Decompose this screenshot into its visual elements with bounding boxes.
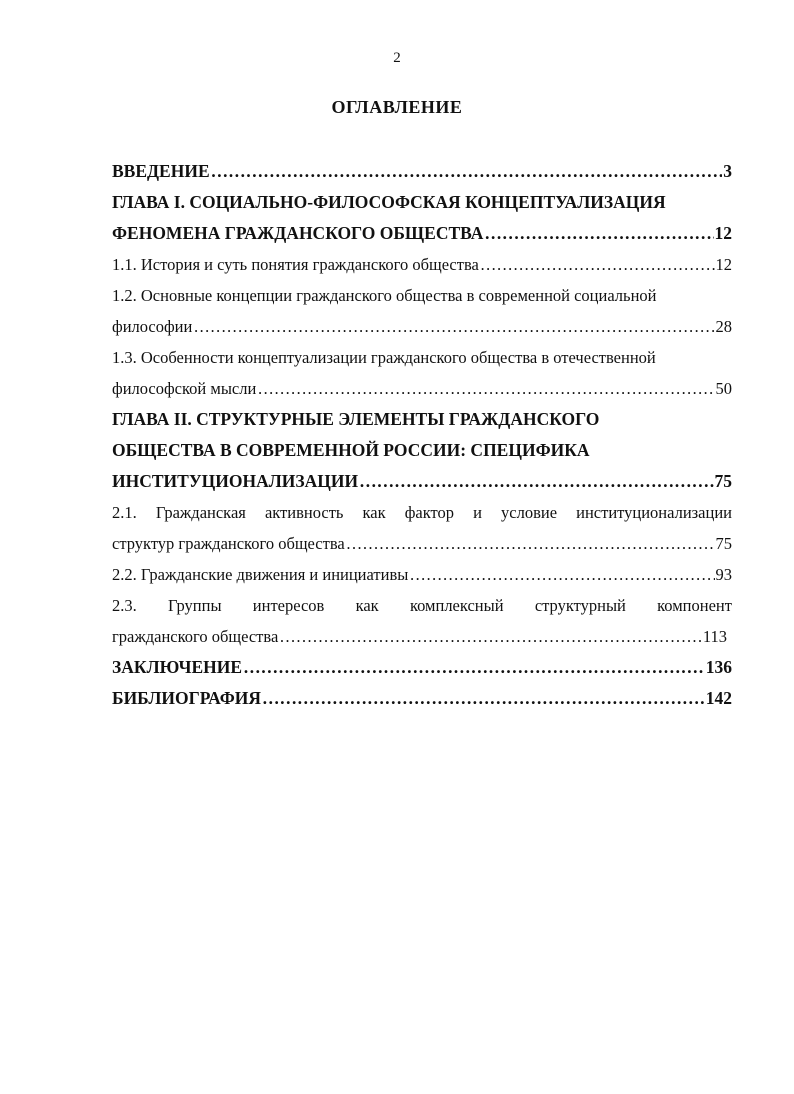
word: и xyxy=(473,503,482,522)
dot-leader xyxy=(193,311,714,342)
toc-entry-text: гражданского общества xyxy=(112,627,279,646)
toc-entry-section-1-3-line1[interactable]: 1.3. Особенности концептуализации гражданского общества в отечественной xyxy=(112,348,656,367)
toc-entry-section-1-3-line2[interactable] xyxy=(112,373,732,404)
page-number: 2 xyxy=(393,50,401,66)
toc-entry-page: 93 xyxy=(715,565,732,584)
toc-entry-section-2-1-line1[interactable] xyxy=(112,497,732,528)
word: фактор xyxy=(404,503,455,522)
word: институционализации xyxy=(576,503,732,522)
dot-leader xyxy=(243,652,705,683)
toc-entry-chapter-1-line2[interactable] xyxy=(112,218,732,249)
toc-entry-page: 75 xyxy=(714,471,732,491)
toc-entry-conclusion[interactable] xyxy=(112,652,732,683)
dot-leader xyxy=(262,683,705,714)
dot-leader xyxy=(359,466,713,497)
toc-entry-intro[interactable] xyxy=(112,156,732,187)
word: 2.1. xyxy=(112,503,137,522)
toc-entry-text: ВВЕДЕНИЕ xyxy=(112,161,210,181)
toc-entry-section-1-2-line1[interactable]: 1.2. Основные концепции гражданского общества в современной социальной xyxy=(112,286,657,305)
toc-entry-page: 136 xyxy=(705,657,732,677)
toc-entry-text: ИНСТИТУЦИОНАЛИЗАЦИИ xyxy=(112,471,359,491)
word: как xyxy=(362,503,386,522)
toc-entry-chapter-2-line3[interactable] xyxy=(112,466,732,497)
dot-leader xyxy=(211,156,723,187)
toc-entry-page: 3 xyxy=(723,161,732,181)
toc-entry-page: 12 xyxy=(714,223,732,243)
toc-entry-bibliography[interactable] xyxy=(112,683,732,714)
toc-entry-chapter-2-line2[interactable]: ОБЩЕСТВА В СОВРЕМЕННОЙ РОССИИ: СПЕЦИФИКА xyxy=(112,440,590,460)
word: Гражданская xyxy=(155,503,246,522)
toc-entry-text: 2.2. Гражданские движения и инициативы xyxy=(112,565,409,584)
word: 2.3. xyxy=(112,596,137,615)
toc-entry-page: 142 xyxy=(705,688,732,708)
word: комплексный xyxy=(409,596,504,615)
toc-entry-chapter-1-line1[interactable]: ГЛАВА I. СОЦИАЛЬНО-ФИЛОСОФСКАЯ КОНЦЕПТУАЛИЗАЦИЯ xyxy=(112,192,666,212)
toc-entry-page: 113 xyxy=(702,627,727,646)
toc-entry-section-1-1[interactable] xyxy=(112,249,732,280)
dot-leader xyxy=(484,218,713,249)
dot-leader xyxy=(480,249,715,280)
word: структурный xyxy=(534,596,626,615)
toc-entry-section-2-1-line2[interactable] xyxy=(112,528,732,559)
toc-entry-text: философской мысли xyxy=(112,379,257,398)
toc-entry-text: философии xyxy=(112,317,193,336)
dot-leader xyxy=(346,528,715,559)
dot-leader xyxy=(257,373,714,404)
toc-entry-text: ЗАКЛЮЧЕНИЕ xyxy=(112,657,243,677)
toc-entry-section-2-2[interactable] xyxy=(112,559,732,590)
word: активность xyxy=(264,503,344,522)
toc-entry-section-2-3-line1[interactable] xyxy=(112,590,732,621)
word: условие xyxy=(501,503,558,522)
toc-title: ОГЛАВЛЕНИЕ xyxy=(331,97,463,117)
toc-entry-page: 28 xyxy=(715,317,732,336)
word: интересов xyxy=(252,596,325,615)
toc-entry-text: структур гражданского общества xyxy=(112,534,345,553)
toc-entry-page: 12 xyxy=(715,255,732,274)
toc-entry-section-1-2-line2[interactable] xyxy=(112,311,732,342)
toc-entry-text: 1.1. История и суть понятия гражданского общества xyxy=(112,255,479,274)
dot-leader xyxy=(279,621,702,652)
toc-entry-page: 75 xyxy=(715,534,732,553)
toc-entry-chapter-2-line1[interactable]: ГЛАВА II. СТРУКТУРНЫЕ ЭЛЕМЕНТЫ ГРАЖДАНСКОГО xyxy=(112,409,600,429)
word: как xyxy=(355,596,379,615)
dot-leader xyxy=(409,559,714,590)
word: компонент xyxy=(657,596,732,615)
word: Группы xyxy=(168,596,222,615)
toc-entry-text: ФЕНОМЕНА ГРАЖДАНСКОГО ОБЩЕСТВА xyxy=(112,223,484,243)
toc-entry-section-2-3-line2[interactable] xyxy=(112,621,727,652)
toc-entry-text: БИБЛИОГРАФИЯ xyxy=(112,688,261,708)
table-of-contents xyxy=(112,156,732,714)
toc-entry-page: 50 xyxy=(715,379,732,398)
